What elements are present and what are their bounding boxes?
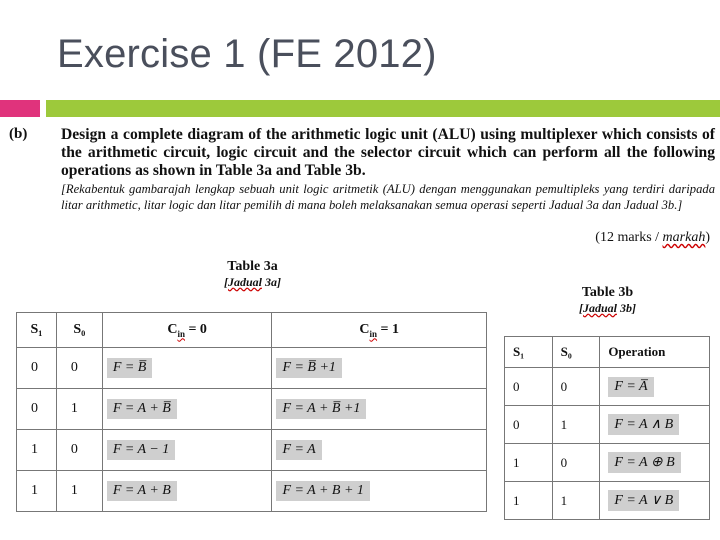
- cell-s0: 0: [552, 368, 600, 406]
- cell-s0: 1: [552, 482, 600, 520]
- cell-operation: [600, 482, 710, 520]
- cell-cin1: [272, 471, 487, 512]
- cell-cin0: [102, 430, 272, 471]
- table-row: [17, 430, 487, 471]
- marks-label: (12 marks / markah): [595, 230, 710, 245]
- equation: F = A − 1: [107, 440, 176, 460]
- cell-s0: 0: [552, 444, 600, 482]
- cell-operation: [600, 444, 710, 482]
- cell-cin1: [272, 348, 487, 389]
- table-3a-header-row: [17, 313, 487, 348]
- table-row: [505, 444, 710, 482]
- cell-cin0: [102, 471, 272, 512]
- cell-s1: 1: [505, 482, 553, 520]
- header-cin-0: $C_{in} = 0$: [102, 313, 272, 348]
- equation: F = A ∧ B: [608, 414, 679, 435]
- equation: F = A + B: [107, 481, 177, 501]
- slide-title: Exercise 1 (FE 2012): [57, 32, 437, 76]
- table-3a-caption: Table 3a [Jadual 3a]: [200, 259, 305, 290]
- table-3a: [16, 312, 487, 512]
- table-row: [17, 389, 487, 430]
- equation: F = A ⊕ B: [608, 452, 680, 473]
- cell-cin1: [272, 389, 487, 430]
- equation: F = A̅: [608, 377, 653, 397]
- equation: F = A + B̅ +1: [276, 399, 366, 419]
- cell-operation: [600, 368, 710, 406]
- cell-s0: 0: [56, 430, 102, 471]
- cell-cin1: [272, 430, 487, 471]
- accent-bar-green: [46, 100, 720, 117]
- table-row: [505, 406, 710, 444]
- cell-s0: 0: [56, 348, 102, 389]
- accent-bar-pink: [0, 100, 40, 117]
- cell-s1: 0: [17, 348, 57, 389]
- equation: F = A: [276, 440, 321, 460]
- question-part-label: (b): [9, 126, 28, 142]
- cell-s1: 0: [17, 389, 57, 430]
- cell-s0: 1: [56, 389, 102, 430]
- equation: F = B̅ +1: [276, 358, 342, 378]
- cell-operation: [600, 406, 710, 444]
- table-row: [17, 471, 487, 512]
- header-operation: Operation: [600, 337, 710, 368]
- table-3b-caption-malay: [Jadual 3b]: [578, 301, 636, 315]
- header-s0: S₀: [552, 337, 600, 368]
- table-3b-header-row: [505, 337, 710, 368]
- table-row: [17, 348, 487, 389]
- cell-s1: 1: [17, 471, 57, 512]
- question-text-malay: [Rekabentuk gambarajah lengkap sebuah unit logic aritmetik (ALU) dengan menggunakan pemultipleks yang terdiri daripada litar arithmetic, litar logic dan litar pemilih di mana boleh melaksanakan semua operasi seperti Jadual 3a dan Jadual 3b.]: [61, 182, 715, 212]
- table-3a-caption-malay: [Jadual 3a]: [223, 275, 281, 289]
- header-s0: S₀: [56, 313, 102, 348]
- equation: F = A ∨ B: [608, 490, 679, 511]
- cell-s0: 1: [552, 406, 600, 444]
- cell-s1: 0: [505, 368, 553, 406]
- cell-s1: 1: [17, 430, 57, 471]
- table-3b-caption: Table 3b [Jadual 3b]: [560, 285, 655, 316]
- cell-s1: 0: [505, 406, 553, 444]
- cell-s0: 1: [56, 471, 102, 512]
- table-row: [505, 368, 710, 406]
- cell-s1: 1: [505, 444, 553, 482]
- equation: F = B̅: [107, 358, 153, 378]
- question-text-english: Design a complete diagram of the arithmetic logic unit (ALU) using multiplexer which consists of the arithmetic circuit, logic circuit and the selector circuit which can perform all the following operations as shown in Table 3a and Table 3b.: [61, 126, 715, 179]
- header-s1: S₁: [17, 313, 57, 348]
- marks-malay: markah: [662, 230, 706, 245]
- table-3b: [504, 336, 710, 520]
- header-s1: S₁: [505, 337, 553, 368]
- table-row: [505, 482, 710, 520]
- cell-cin0: [102, 348, 272, 389]
- equation: F = A + B + 1: [276, 481, 370, 501]
- cell-cin0: [102, 389, 272, 430]
- equation: F = A + B̅: [107, 399, 177, 419]
- header-cin-1: $C_{in} = 1$: [272, 313, 487, 348]
